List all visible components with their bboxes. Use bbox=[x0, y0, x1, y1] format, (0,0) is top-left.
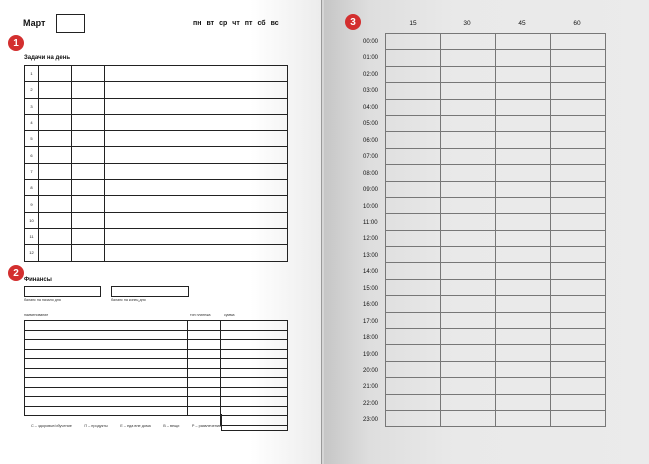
hour-row bbox=[386, 345, 606, 361]
task-row bbox=[25, 82, 288, 98]
hour-label: 05:00 bbox=[363, 121, 379, 128]
finance-sum-cell[interactable] bbox=[221, 349, 288, 359]
finance-row bbox=[25, 368, 288, 378]
finance-name-cell[interactable] bbox=[25, 321, 188, 331]
finance-type-cell[interactable] bbox=[187, 321, 221, 331]
finance-name-cell[interactable] bbox=[25, 359, 188, 369]
schedule-cell[interactable] bbox=[551, 34, 606, 50]
task-cell[interactable] bbox=[104, 163, 287, 179]
hour-label: 11:00 bbox=[363, 219, 378, 226]
schedule-cell[interactable] bbox=[551, 83, 606, 99]
schedule-cell[interactable] bbox=[496, 83, 551, 99]
task-number: 7 bbox=[25, 163, 39, 179]
badge-2: 2 bbox=[8, 265, 24, 281]
schedule-cell[interactable] bbox=[551, 115, 606, 131]
legend-box bbox=[221, 414, 288, 431]
task-cell[interactable] bbox=[39, 82, 72, 98]
schedule-cell[interactable] bbox=[386, 329, 441, 345]
schedule-cell[interactable] bbox=[496, 181, 551, 197]
finance-name-cell[interactable] bbox=[25, 368, 188, 378]
hour-row bbox=[386, 410, 606, 426]
schedule-cell[interactable] bbox=[386, 50, 441, 66]
hour-label: 14:00 bbox=[363, 269, 379, 276]
hour-row bbox=[386, 132, 606, 148]
schedule-cell[interactable] bbox=[386, 165, 441, 181]
finance-name-cell[interactable] bbox=[25, 340, 188, 350]
balance-end-field[interactable] bbox=[111, 286, 189, 297]
hour-label: 19:00 bbox=[363, 351, 379, 358]
finance-row bbox=[25, 387, 288, 397]
schedule-cell[interactable] bbox=[386, 296, 441, 312]
schedule-cell[interactable] bbox=[386, 279, 441, 295]
hour-label: 17:00 bbox=[363, 318, 379, 325]
task-cell[interactable] bbox=[104, 180, 287, 196]
hour-row bbox=[386, 296, 606, 312]
badge-3: 3 bbox=[345, 14, 361, 30]
task-row bbox=[25, 147, 288, 163]
schedule-cell[interactable] bbox=[441, 66, 496, 82]
finance-name-cell[interactable] bbox=[25, 330, 188, 340]
schedule-cell[interactable] bbox=[496, 214, 551, 230]
task-cell[interactable] bbox=[104, 212, 287, 228]
task-number: 1 bbox=[25, 66, 39, 82]
weekday-sat: сб bbox=[257, 20, 266, 27]
schedule-cell[interactable] bbox=[551, 345, 606, 361]
schedule-cell[interactable] bbox=[386, 197, 441, 213]
schedule-cell[interactable] bbox=[386, 181, 441, 197]
task-cell[interactable] bbox=[39, 245, 72, 261]
schedule-cell[interactable] bbox=[441, 115, 496, 131]
hour-label: 23:00 bbox=[363, 417, 379, 424]
schedule-cell[interactable] bbox=[386, 66, 441, 82]
hour-row bbox=[386, 378, 606, 394]
hour-row bbox=[386, 312, 606, 328]
finance-type-cell[interactable] bbox=[187, 349, 221, 359]
hour-label: 01:00 bbox=[363, 55, 379, 62]
task-row bbox=[25, 228, 288, 244]
schedule-cell[interactable] bbox=[496, 345, 551, 361]
hour-row bbox=[386, 197, 606, 213]
task-row bbox=[25, 212, 288, 228]
task-cell[interactable] bbox=[104, 114, 287, 130]
hour-label: 18:00 bbox=[363, 335, 379, 342]
finance-row bbox=[25, 340, 288, 350]
task-row bbox=[25, 98, 288, 114]
minute-col-15: 15 bbox=[409, 20, 417, 27]
schedule-cell[interactable] bbox=[551, 132, 606, 148]
badge-1: 1 bbox=[8, 35, 24, 51]
legend-item: П – продукты bbox=[84, 424, 108, 428]
schedule-cell[interactable] bbox=[551, 361, 606, 377]
task-cell[interactable] bbox=[104, 98, 287, 114]
finance-sum-cell[interactable] bbox=[221, 321, 288, 331]
task-number: 6 bbox=[25, 147, 39, 163]
schedule-cell[interactable] bbox=[441, 329, 496, 345]
finance-row bbox=[25, 321, 288, 331]
schedule-cell[interactable] bbox=[496, 410, 551, 426]
finance-type-cell[interactable] bbox=[187, 340, 221, 350]
legend-item: Е – еда вне дома bbox=[120, 424, 151, 428]
task-cell[interactable] bbox=[104, 228, 287, 244]
finance-title: Финансы bbox=[24, 277, 52, 283]
task-cell[interactable] bbox=[104, 66, 287, 82]
schedule-cell[interactable] bbox=[551, 165, 606, 181]
finance-sum-cell[interactable] bbox=[221, 359, 288, 369]
task-cell[interactable] bbox=[39, 180, 72, 196]
payment-type-legend bbox=[31, 424, 221, 428]
schedule-cell[interactable] bbox=[551, 394, 606, 410]
schedule-cell[interactable] bbox=[551, 279, 606, 295]
hour-label: 08:00 bbox=[363, 170, 379, 177]
schedule-cell[interactable] bbox=[496, 34, 551, 50]
task-cell[interactable] bbox=[71, 131, 104, 147]
schedule-cell[interactable] bbox=[441, 296, 496, 312]
hour-row bbox=[386, 66, 606, 82]
minute-col-45: 45 bbox=[518, 20, 526, 27]
hour-row bbox=[386, 361, 606, 377]
task-cell[interactable] bbox=[104, 82, 287, 98]
finance-sum-cell[interactable] bbox=[221, 330, 288, 340]
schedule-cell[interactable] bbox=[551, 410, 606, 426]
tasks-table bbox=[24, 65, 288, 262]
schedule-cell[interactable] bbox=[496, 378, 551, 394]
schedule-cell[interactable] bbox=[386, 83, 441, 99]
task-cell[interactable] bbox=[104, 196, 287, 212]
schedule-cell[interactable] bbox=[441, 181, 496, 197]
hour-row bbox=[386, 148, 606, 164]
schedule-cell[interactable] bbox=[386, 247, 441, 263]
task-cell[interactable] bbox=[71, 212, 104, 228]
schedule-cell[interactable] bbox=[551, 230, 606, 246]
finance-row bbox=[25, 397, 288, 407]
schedule-cell[interactable] bbox=[496, 148, 551, 164]
task-cell[interactable] bbox=[104, 131, 287, 147]
schedule-cell[interactable] bbox=[386, 378, 441, 394]
finance-row bbox=[25, 349, 288, 359]
schedule-cell[interactable] bbox=[441, 361, 496, 377]
schedule-cell[interactable] bbox=[441, 378, 496, 394]
hour-row bbox=[386, 181, 606, 197]
task-number: 12 bbox=[25, 245, 39, 261]
schedule-cell[interactable] bbox=[441, 99, 496, 115]
finance-sum-cell[interactable] bbox=[221, 378, 288, 388]
schedule-cell[interactable] bbox=[441, 247, 496, 263]
hour-row bbox=[386, 83, 606, 99]
finance-type-cell[interactable] bbox=[187, 397, 221, 407]
finance-row bbox=[25, 330, 288, 340]
schedule-cell[interactable] bbox=[496, 329, 551, 345]
task-cell[interactable] bbox=[39, 98, 72, 114]
task-cell[interactable] bbox=[71, 98, 104, 114]
task-row bbox=[25, 245, 288, 261]
minute-col-60: 60 bbox=[573, 20, 581, 27]
hour-row bbox=[386, 50, 606, 66]
weekday-fri: пт bbox=[244, 20, 253, 27]
schedule-cell[interactable] bbox=[551, 181, 606, 197]
schedule-cell[interactable] bbox=[496, 394, 551, 410]
finance-name-cell[interactable] bbox=[25, 397, 188, 407]
schedule-cell[interactable] bbox=[386, 312, 441, 328]
finance-name-cell[interactable] bbox=[25, 349, 188, 359]
schedule-cell[interactable] bbox=[551, 214, 606, 230]
balance-start-field[interactable] bbox=[24, 286, 101, 297]
task-number: 10 bbox=[25, 212, 39, 228]
task-cell[interactable] bbox=[39, 163, 72, 179]
task-number: 11 bbox=[25, 228, 39, 244]
hour-label: 07:00 bbox=[363, 154, 379, 161]
hour-row bbox=[386, 165, 606, 181]
schedule-cell[interactable] bbox=[441, 312, 496, 328]
month-title: Март bbox=[23, 18, 46, 28]
schedule-cell[interactable] bbox=[551, 50, 606, 66]
schedule-cell[interactable] bbox=[386, 345, 441, 361]
finance-table bbox=[24, 320, 288, 426]
hour-row bbox=[386, 99, 606, 115]
finance-row bbox=[25, 378, 288, 388]
schedule-cell[interactable] bbox=[496, 165, 551, 181]
legend-item: С – здоровье/обучение bbox=[31, 424, 72, 428]
hour-label: 06:00 bbox=[363, 137, 379, 144]
task-row bbox=[25, 196, 288, 212]
finance-sum-cell[interactable] bbox=[221, 368, 288, 378]
task-row bbox=[25, 66, 288, 82]
task-cell[interactable] bbox=[71, 66, 104, 82]
tasks-title: Задачи на день bbox=[24, 55, 71, 61]
weekday-mon: пн bbox=[193, 20, 202, 27]
schedule-cell[interactable] bbox=[441, 214, 496, 230]
task-number: 5 bbox=[25, 131, 39, 147]
finance-col-name: наименование bbox=[24, 313, 49, 317]
finance-row bbox=[25, 359, 288, 369]
hour-label: 03:00 bbox=[363, 88, 379, 95]
schedule-cell[interactable] bbox=[386, 214, 441, 230]
finance-type-cell[interactable] bbox=[187, 330, 221, 340]
task-cell[interactable] bbox=[71, 228, 104, 244]
schedule-cell[interactable] bbox=[551, 66, 606, 82]
weekday-tue: вт bbox=[206, 20, 215, 27]
task-cell[interactable] bbox=[39, 228, 72, 244]
task-cell[interactable] bbox=[39, 131, 72, 147]
finance-col-type: тип платежа bbox=[190, 313, 211, 317]
schedule-cell[interactable] bbox=[551, 263, 606, 279]
task-row bbox=[25, 180, 288, 196]
hour-row bbox=[386, 34, 606, 50]
schedule-cell[interactable] bbox=[441, 230, 496, 246]
task-cell[interactable] bbox=[104, 245, 287, 261]
finance-type-cell[interactable] bbox=[187, 359, 221, 369]
task-row bbox=[25, 114, 288, 130]
weekday-thu: чт bbox=[232, 20, 240, 27]
finance-type-cell[interactable] bbox=[187, 368, 221, 378]
schedule-cell[interactable] bbox=[386, 361, 441, 377]
schedule-cell[interactable] bbox=[496, 247, 551, 263]
weekday-row bbox=[193, 20, 279, 27]
task-number: 8 bbox=[25, 180, 39, 196]
legend-item: В – вещи bbox=[163, 424, 180, 428]
schedule-cell[interactable] bbox=[551, 296, 606, 312]
schedule-cell[interactable] bbox=[496, 312, 551, 328]
schedule-cell[interactable] bbox=[386, 115, 441, 131]
finance-name-cell[interactable] bbox=[25, 387, 188, 397]
task-row bbox=[25, 163, 288, 179]
finance-name-cell[interactable] bbox=[25, 378, 188, 388]
hour-row bbox=[386, 279, 606, 295]
hour-label: 20:00 bbox=[363, 368, 379, 374]
schedule-cell[interactable] bbox=[441, 148, 496, 164]
hour-row bbox=[386, 329, 606, 345]
task-cell[interactable] bbox=[39, 196, 72, 212]
schedule-cell[interactable] bbox=[386, 99, 441, 115]
schedule-cell[interactable] bbox=[441, 132, 496, 148]
finance-type-cell[interactable] bbox=[187, 406, 221, 416]
schedule-cell[interactable] bbox=[551, 312, 606, 328]
hour-label: 09:00 bbox=[363, 187, 379, 194]
hour-label: 13:00 bbox=[363, 252, 379, 259]
hour-label: 12:00 bbox=[363, 236, 379, 243]
schedule-cell[interactable] bbox=[386, 148, 441, 164]
schedule-cell[interactable] bbox=[441, 410, 496, 426]
task-cell[interactable] bbox=[71, 114, 104, 130]
schedule-cell[interactable] bbox=[441, 197, 496, 213]
hour-label: 04:00 bbox=[363, 104, 379, 111]
finance-sum-cell[interactable] bbox=[221, 397, 288, 407]
schedule-cell[interactable] bbox=[441, 50, 496, 66]
task-cell[interactable] bbox=[71, 82, 104, 98]
hour-label: 00:00 bbox=[363, 39, 379, 45]
legend-item: Р – развлечения bbox=[191, 424, 221, 428]
minute-col-30: 30 bbox=[463, 20, 471, 27]
finance-name-cell[interactable] bbox=[25, 406, 188, 416]
schedule-cell[interactable] bbox=[441, 279, 496, 295]
schedule-cell[interactable] bbox=[551, 247, 606, 263]
weekday-sun: вс bbox=[270, 20, 279, 27]
finance-type-cell[interactable] bbox=[187, 378, 221, 388]
schedule-cell[interactable] bbox=[441, 263, 496, 279]
schedule-cell[interactable] bbox=[441, 165, 496, 181]
schedule-grid bbox=[385, 33, 606, 427]
schedule-cell[interactable] bbox=[386, 230, 441, 246]
task-cell[interactable] bbox=[39, 114, 72, 130]
hour-label: 22:00 bbox=[363, 400, 379, 407]
schedule-cell[interactable] bbox=[441, 394, 496, 410]
hour-row bbox=[386, 263, 606, 279]
schedule-cell[interactable] bbox=[551, 99, 606, 115]
finance-sum-cell[interactable] bbox=[221, 387, 288, 397]
date-box bbox=[56, 14, 85, 33]
schedule-cell[interactable] bbox=[386, 263, 441, 279]
schedule-cell[interactable] bbox=[551, 329, 606, 345]
schedule-cell[interactable] bbox=[441, 34, 496, 50]
schedule-cell[interactable] bbox=[551, 378, 606, 394]
finance-sum-cell[interactable] bbox=[221, 340, 288, 350]
schedule-cell[interactable] bbox=[496, 99, 551, 115]
task-number: 2 bbox=[25, 82, 39, 98]
task-number: 3 bbox=[25, 98, 39, 114]
schedule-cell[interactable] bbox=[496, 279, 551, 295]
balance-end-label: баланс на конец дня bbox=[111, 298, 146, 302]
schedule-cell[interactable] bbox=[386, 34, 441, 50]
schedule-cell[interactable] bbox=[386, 410, 441, 426]
hour-row bbox=[386, 394, 606, 410]
finance-col-sum: сумма bbox=[224, 313, 235, 317]
schedule-cell[interactable] bbox=[496, 230, 551, 246]
task-cell[interactable] bbox=[39, 212, 72, 228]
hour-label: 21:00 bbox=[363, 384, 379, 391]
hour-label: 10:00 bbox=[363, 203, 379, 210]
schedule-cell[interactable] bbox=[496, 263, 551, 279]
schedule-cell[interactable] bbox=[496, 132, 551, 148]
hour-row bbox=[386, 247, 606, 263]
balance-start-label: баланс на начало дня bbox=[24, 298, 61, 302]
hour-label: 15:00 bbox=[363, 285, 379, 292]
schedule-cell[interactable] bbox=[496, 361, 551, 377]
weekday-wed: ср bbox=[219, 20, 228, 27]
task-cell[interactable] bbox=[71, 245, 104, 261]
hour-label: 16:00 bbox=[363, 302, 379, 309]
task-cell[interactable] bbox=[71, 163, 104, 179]
schedule-cell[interactable] bbox=[441, 83, 496, 99]
hour-label: 02:00 bbox=[363, 71, 379, 78]
task-number: 9 bbox=[25, 196, 39, 212]
schedule-cell[interactable] bbox=[551, 197, 606, 213]
task-cell[interactable] bbox=[104, 147, 287, 163]
task-cell[interactable] bbox=[71, 180, 104, 196]
schedule-cell[interactable] bbox=[496, 50, 551, 66]
task-number: 4 bbox=[25, 114, 39, 130]
schedule-cell[interactable] bbox=[441, 345, 496, 361]
schedule-cell[interactable] bbox=[496, 115, 551, 131]
task-cell[interactable] bbox=[71, 147, 104, 163]
schedule-cell[interactable] bbox=[386, 132, 441, 148]
hour-row bbox=[386, 115, 606, 131]
task-cell[interactable] bbox=[39, 66, 72, 82]
schedule-cell[interactable] bbox=[496, 296, 551, 312]
finance-type-cell[interactable] bbox=[187, 387, 221, 397]
schedule-cell[interactable] bbox=[496, 197, 551, 213]
hour-row bbox=[386, 214, 606, 230]
task-row bbox=[25, 131, 288, 147]
schedule-cell[interactable] bbox=[551, 148, 606, 164]
schedule-cell[interactable] bbox=[386, 394, 441, 410]
hour-row bbox=[386, 230, 606, 246]
task-cell[interactable] bbox=[71, 196, 104, 212]
task-cell[interactable] bbox=[39, 147, 72, 163]
schedule-cell[interactable] bbox=[496, 66, 551, 82]
